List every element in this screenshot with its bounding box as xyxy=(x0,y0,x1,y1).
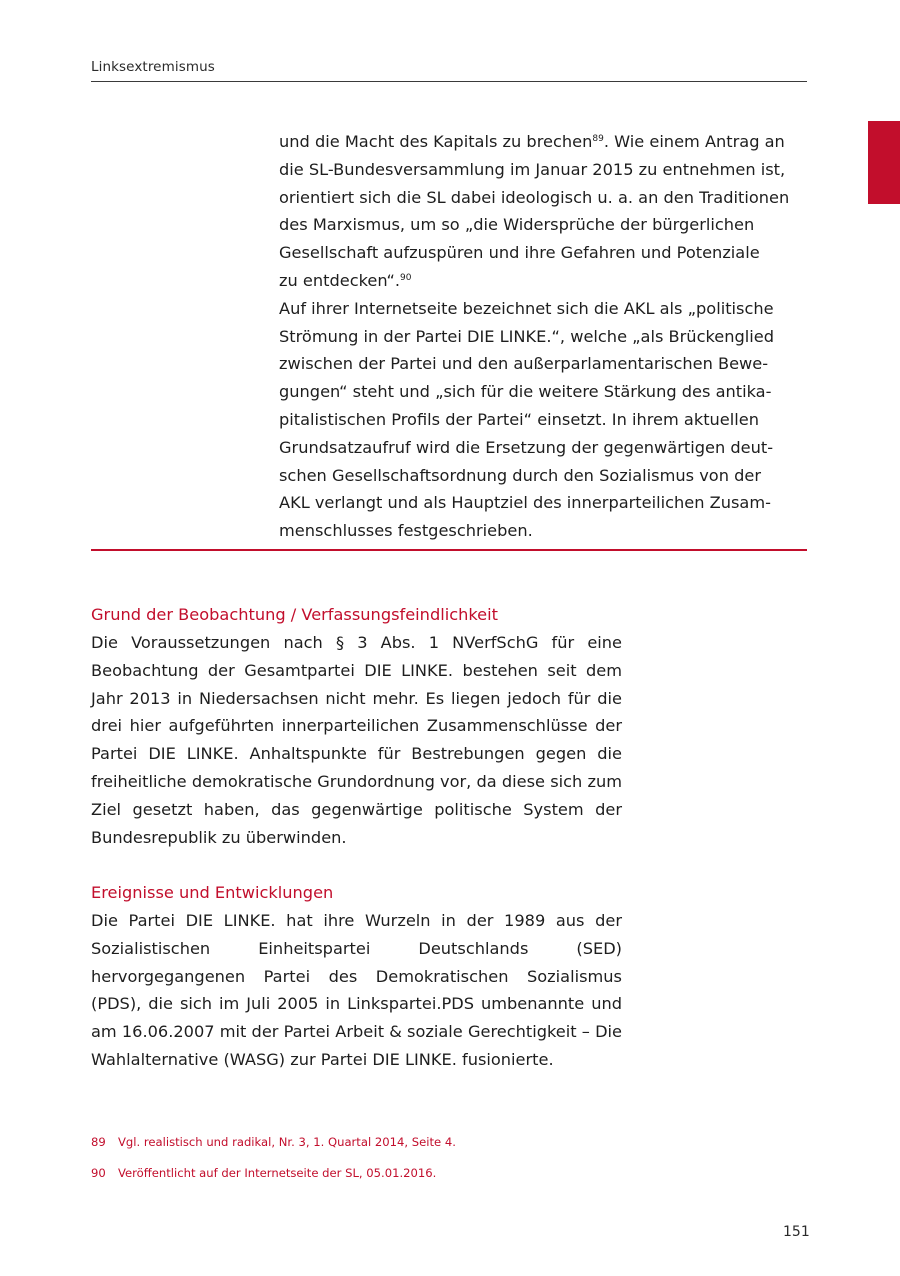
footnote-number: 89 xyxy=(91,1135,106,1149)
footnote-89 xyxy=(91,1135,456,1149)
info-box-paragraph-2: Auf ihrer Internetseite bezeichnet sich die AKL als „politische Strömung in der Partei DIE LINKE.“, welche „als Brückenglied zwischen der Partei und den außerparlamentarischen Bewe- gungen“ steht und „sich für die weitere Stärkung des antika- pitalistischen Profils der Partei“ einsetzt. In ihrem aktuellen Grundsatzaufruf wird die Ersetzung der gegenwärtigen deut- schen Gesellschaftsordnung durch den Sozialismus von der AKL verlangt und als Hauptziel des innerparteilichen Zusam- menschlusses festgeschrieben. xyxy=(279,298,774,541)
footnote-text: Veröffentlicht auf der Internetseite der SL, 05.01.2016. xyxy=(118,1166,437,1180)
running-head: Linksextremismus xyxy=(91,59,215,75)
page-number: 151 xyxy=(783,1224,810,1240)
footnote-number: 90 xyxy=(91,1166,106,1180)
section-heading-grund: Grund der Beobachtung / Verfassungsfeindlichkeit xyxy=(91,605,498,624)
header-divider xyxy=(91,81,807,82)
footnote-ref-89[interactable]: 89 xyxy=(592,134,604,144)
section-text-grund: Die Voraussetzungen nach § 3 Abs. 1 NVerfSchG für eine Beobachtung der Gesamtpartei DIE LINKE. bestehen seit dem Jahr 2013 in Niedersachsen nicht mehr. Es liegen jedoch für die drei hier aufgeführten innerparteilichen Zusammenschlüsse der Partei DIE LINKE. Anhaltspunkte für Bestrebungen gegen die freiheitliche demokratische Grundordnung vor, da diese sich zum Ziel gesetzt haben, das gegenwärtige politische System der Bundesrepublik zu überwinden. xyxy=(91,633,622,847)
section-text-ereignisse: Die Partei DIE LINKE. hat ihre Wurzeln in der 1989 aus der Sozialistischen Einheitspartei Deutschlands (SED) hervorgegangenen Partei des Demokratischen Sozialismus (PDS), die sich im Juli 2005 in Linkspartei.PDS umbenannte und am 16.06.2007 mit der Partei Arbeit & soziale Gerechtigkeit – Die Wahlalternative (WASG) zur Partei DIE LINKE. fusionierte. xyxy=(91,911,622,1069)
info-box-paragraph-1: und die Macht des Kapitals zu brechen$^{89}$. Wie einem Antrag an die SL-Bundesversammlung im Januar 2015 zu entnehmen ist, orientiert sich die SL dabei ideologisch u. a. an den Traditionen des Marxismus, um so „die Widersprüche der bürgerlichen Gesellschaft aufzuspüren und ihre Gefahren und Potenziale zu entdecken“.$^{90}$ xyxy=(279,132,790,290)
footnote-text: Vgl. realistisch und radikal, Nr. 3, 1. Quartal 2014, Seite 4. xyxy=(118,1135,456,1149)
section-heading-ereignisse: Ereignisse und Entwicklungen xyxy=(91,883,334,902)
info-box-text xyxy=(279,128,809,545)
info-box-bottom-rule xyxy=(91,549,807,551)
footnote-90 xyxy=(91,1166,436,1180)
footnote-ref-90[interactable]: 90 xyxy=(399,272,412,283)
chapter-tab-marker xyxy=(868,121,900,204)
